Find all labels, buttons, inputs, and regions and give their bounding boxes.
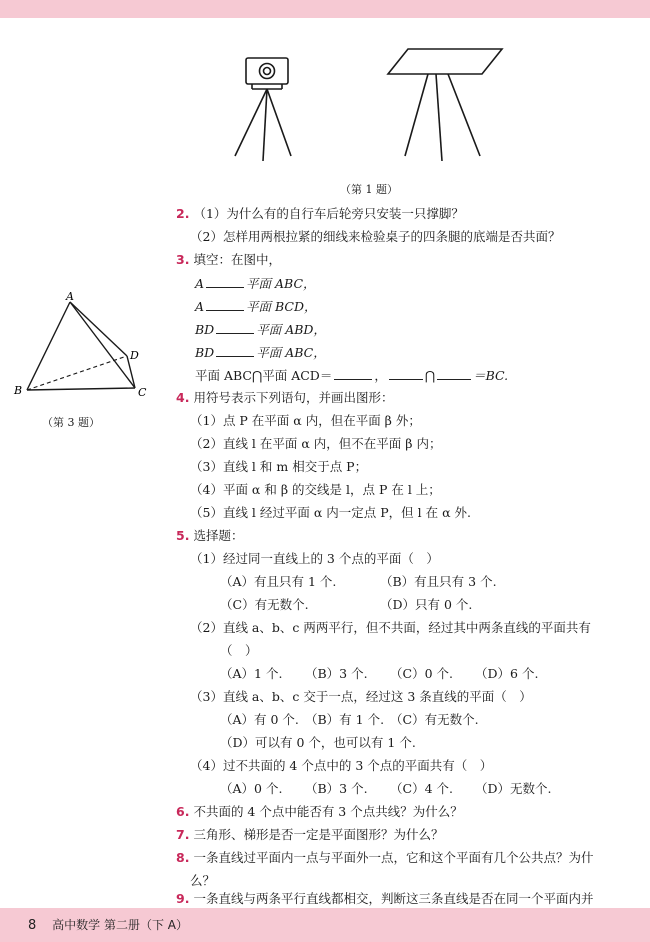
- figure-1-tripods: [228, 44, 518, 169]
- vertex-label-b: B: [14, 384, 23, 397]
- question-text: 选择题：: [193, 528, 244, 543]
- option-d: （D）无数个.: [475, 781, 552, 796]
- question-text: 用符号表示下列语句，并画出图形：: [193, 390, 394, 405]
- question-4: [176, 390, 393, 406]
- question-5-part-3: （3）直线 a、b、c 交于一点，经过这 3 条直线的平面（ ）: [190, 689, 532, 704]
- figure-3-tetrahedron: [10, 290, 160, 410]
- fill-right: 平面 ABC，: [246, 276, 316, 291]
- vertex-label-a: A: [66, 290, 74, 303]
- question-4-part-5: （5）直线 l 经过平面 α 内一定点 P，但 l 在 α 外.: [190, 505, 471, 520]
- option-a: （A）有 0 个.: [220, 712, 299, 727]
- fill-row-3: [195, 321, 326, 338]
- fill-row-1: [195, 275, 316, 292]
- fill-row-5: [195, 367, 508, 384]
- vertex-label-c: C: [138, 386, 147, 399]
- question-5-part-2: （2）直线 a、b、c 两两平行，但不共面，经过其中两条直线的平面共有: [190, 620, 591, 635]
- question-number: 3.: [176, 252, 190, 267]
- option-a: （A）有且只有 1 个.: [220, 574, 337, 589]
- question-number: 2.: [176, 206, 190, 221]
- fill-left: BD: [195, 322, 215, 337]
- question-text: 三角形、梯形是否一定是平面图形？为什么？: [193, 827, 444, 842]
- option-b: （B）3 个.: [305, 781, 368, 796]
- option-a: （A）0 个.: [220, 781, 283, 796]
- fill-right: 平面 BCD，: [246, 299, 317, 314]
- question-number: 5.: [176, 528, 190, 543]
- answer-blank[interactable]: [206, 298, 244, 311]
- question-7: [176, 827, 443, 843]
- option-a: （A）1 个.: [220, 666, 283, 681]
- answer-blank[interactable]: [334, 367, 372, 380]
- question-8: [176, 850, 593, 866]
- fill-left: 平面 ABC⋂平面 ACD＝: [195, 368, 333, 383]
- question-4-part-2: （2）直线 l 在平面 α 内，但不在平面 β 内；: [190, 436, 442, 451]
- answer-blank[interactable]: [216, 321, 254, 334]
- figure-3-caption: （第 3 题）: [42, 416, 100, 429]
- top-color-band: [0, 0, 650, 18]
- question-5: [176, 528, 243, 544]
- answer-blank[interactable]: [206, 275, 244, 288]
- fill-row-4: [195, 344, 326, 361]
- option-c: （C）4 个.: [390, 781, 453, 796]
- fill-left: A: [195, 276, 205, 291]
- page-number: 8: [28, 918, 37, 933]
- question-number: 6.: [176, 804, 190, 819]
- option-c: （C）有无数个.: [220, 597, 309, 612]
- option-c: （C）0 个.: [390, 666, 453, 681]
- question-6: [176, 804, 463, 820]
- answer-blank[interactable]: [389, 367, 423, 380]
- question-5-part-4: （4）过不共面的 4 个点中的 3 个点的平面共有（ ）: [190, 758, 493, 773]
- fill-right: ＝BC.: [473, 368, 509, 383]
- question-text: 一条直线过平面内一点与平面外一点，它和这个平面有几个公共点？为什: [193, 850, 594, 865]
- question-5-part-2-cont: （ ）: [220, 643, 258, 658]
- option-d: （D）只有 0 个.: [380, 597, 473, 612]
- option-d: （D）可以有 0 个，也可以有 1 个.: [220, 735, 416, 750]
- question-number: 4.: [176, 390, 190, 405]
- question-4-part-1: （1）点 P 在平面 α 内，但在平面 β 外；: [190, 413, 421, 428]
- answer-blank[interactable]: [437, 367, 471, 380]
- fill-left: BD: [195, 345, 215, 360]
- fill-sep: ，: [374, 368, 387, 383]
- question-3: [176, 252, 281, 268]
- question-number: 9.: [176, 891, 190, 906]
- option-b: （B）有 1 个.: [305, 712, 385, 727]
- option-b: （B）有且只有 3 个.: [380, 574, 497, 589]
- question-number: 7.: [176, 827, 190, 842]
- fill-right: 平面 ABD，: [256, 322, 326, 337]
- vertex-label-d: D: [130, 349, 139, 362]
- question-5-part-1: （1）经过同一直线上的 3 个点的平面（ ）: [190, 551, 439, 566]
- fill-row-2: [195, 298, 317, 315]
- option-c: （C）有无数个.: [390, 712, 479, 727]
- page-footer: [28, 916, 188, 933]
- book-title: 高中数学: [52, 918, 101, 932]
- fill-right: 平面 ABC，: [256, 345, 326, 360]
- fill-left: A: [195, 299, 205, 314]
- question-9: [176, 891, 593, 907]
- question-text: 不共面的 4 个点中能否有 3 个点共线？为什么？: [193, 804, 463, 819]
- answer-blank[interactable]: [216, 344, 254, 357]
- question-text: 填空：在图中，: [193, 252, 281, 267]
- fill-cap: ⋂: [424, 368, 436, 383]
- question-2: [176, 206, 464, 222]
- question-8-cont: 么？: [190, 873, 216, 888]
- question-number: 8.: [176, 850, 190, 865]
- option-b: （B）3 个.: [305, 666, 368, 681]
- question-2-part-2: （2）怎样用两根拉紧的细线来检验桌子的四条腿的底端是否共面？: [190, 229, 561, 244]
- figure-1-caption: （第 1 题）: [340, 183, 398, 196]
- question-4-part-3: （3）直线 l 和 m 相交于点 P；: [190, 459, 368, 474]
- book-volume: 第二册（下 A）: [103, 918, 188, 932]
- option-d: （D）6 个.: [475, 666, 539, 681]
- question-text: 一条直线与两条平行直线都相交，判断这三条直线是否在同一个平面内并: [193, 891, 594, 906]
- question-text: （1）为什么有的自行车后轮旁只安装一只撑脚？: [193, 206, 464, 221]
- question-4-part-4: （4）平面 α 和 β 的交线是 l，点 P 在 l 上；: [190, 482, 441, 497]
